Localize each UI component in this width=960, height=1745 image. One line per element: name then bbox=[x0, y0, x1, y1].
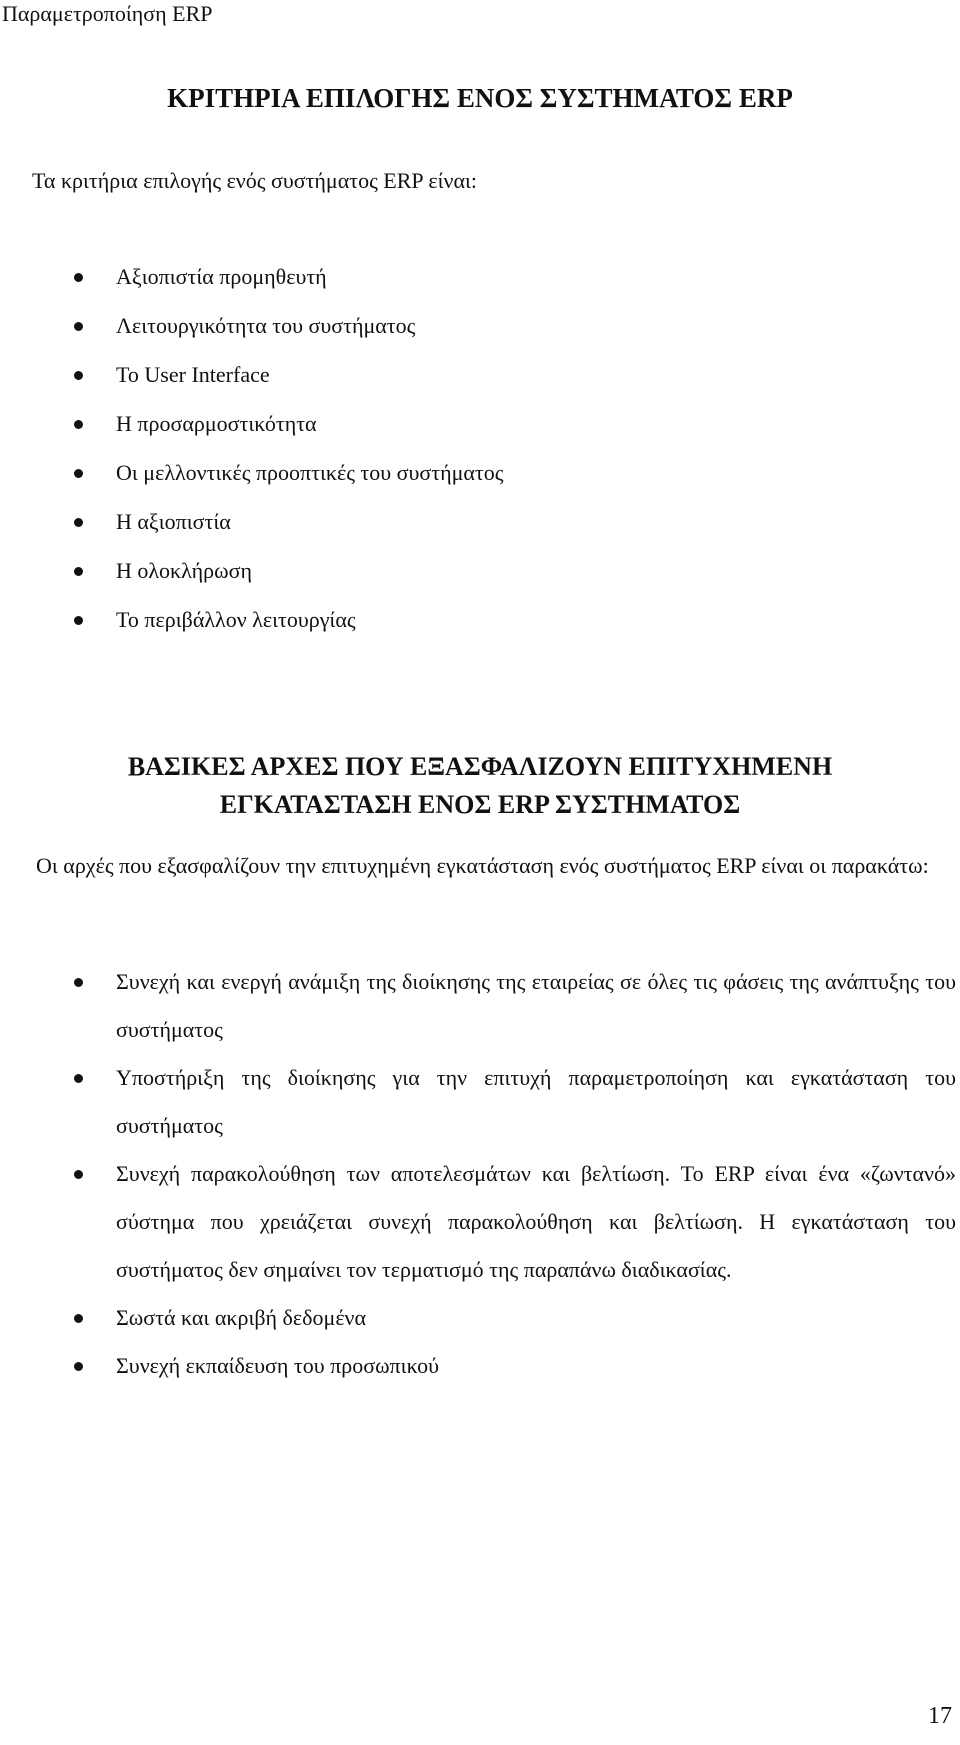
list-item bbox=[74, 262, 874, 311]
bullet-icon bbox=[74, 616, 83, 625]
list-item bbox=[74, 556, 874, 605]
list-item bbox=[74, 958, 956, 1054]
list-item-text: Το περιβάλλον λειτουργίας bbox=[116, 607, 356, 632]
bullet-icon bbox=[74, 978, 83, 987]
list-item-text: Λειτουργικότητα του συστήματος bbox=[116, 313, 416, 338]
bullet-icon bbox=[74, 273, 83, 282]
section-title-selection-criteria: ΚΡΙΤΗΡΙΑ ΕΠΙΛΟΓΗΣ ΕΝΟΣ ΣΥΣΤΗΜΑΤΟΣ ERP bbox=[167, 83, 793, 113]
list-item bbox=[74, 605, 874, 654]
list-item bbox=[74, 458, 874, 507]
list-item-text: Η ολοκλήρωση bbox=[116, 558, 252, 583]
list-item-text: Υποστήριξη της διοίκησης για την επιτυχή παραμετροποίηση και εγκατάσταση του συστήματος bbox=[116, 1065, 956, 1138]
list-item bbox=[74, 1294, 956, 1342]
list-item bbox=[74, 1150, 956, 1294]
basic-principles-intro: Οι αρχές που εξασφαλίζουν την επιτυχημένη εγκατάσταση ενός συστήματος ERP είναι οι παρακάτω: bbox=[36, 853, 929, 878]
list-item-text: Συνεχή και ενεργή ανάμιξη της διοίκησης της εταιρείας σε όλες τις φάσεις της ανάπτυξης του συστήματος bbox=[116, 969, 956, 1042]
list-item-text: Συνεχή παρακολούθηση των αποτελεσμάτων και βελτίωση. Το ERP είναι ένα «ζωντανό» σύστημα που χρειάζεται συνεχή παρακολούθηση και βελτίωση. Η εγκατάσταση του συστήματος δεν σημαίνει τον τερματισμό της παραπάνω διαδικασίας. bbox=[116, 1161, 956, 1282]
list-item-text: Σωστά και ακριβή δεδομένα bbox=[116, 1305, 367, 1330]
bullet-icon bbox=[74, 420, 83, 429]
list-item bbox=[74, 1342, 956, 1390]
selection-criteria-list bbox=[74, 262, 874, 654]
bullet-icon bbox=[74, 371, 83, 380]
bullet-icon bbox=[74, 1170, 83, 1179]
list-item bbox=[74, 409, 874, 458]
list-item bbox=[74, 1054, 956, 1150]
list-item-text: Η προσαρμοστικότητα bbox=[116, 411, 317, 436]
bullet-icon bbox=[74, 469, 83, 478]
list-item-text: Συνεχή εκπαίδευση του προσωπικού bbox=[116, 1353, 440, 1378]
running-header: Παραμετροποίηση ERP bbox=[2, 1, 213, 26]
list-item-text: Η αξιοπιστία bbox=[116, 509, 231, 534]
basic-principles-list bbox=[74, 958, 956, 1390]
list-item bbox=[74, 311, 874, 360]
list-item bbox=[74, 360, 874, 409]
page-number: 17 bbox=[928, 1703, 952, 1729]
bullet-icon bbox=[74, 1362, 83, 1371]
section-title-basic-principles: ΒΑΣΙΚΕΣ ΑΡΧΕΣ ΠΟΥ ΕΞΑΣΦΑΛΙΖΟΥΝ ΕΠΙΤΥΧΗΜΕΝΗ ΕΓΚΑΤΑΣΤΑΣΗ ΕΝΟΣ ERP ΣΥΣΤΗΜΑΤΟΣ bbox=[127, 752, 833, 819]
list-item-text: Οι μελλοντικές προοπτικές του συστήματος bbox=[116, 460, 504, 485]
bullet-icon bbox=[74, 322, 83, 331]
selection-criteria-intro: Τα κριτήρια επιλογής ενός συστήματος ERP είναι: bbox=[32, 168, 477, 193]
bullet-icon bbox=[74, 1314, 83, 1323]
bullet-icon bbox=[74, 1074, 83, 1083]
list-item bbox=[74, 507, 874, 556]
bullet-icon bbox=[74, 518, 83, 527]
list-item-text: Αξιοπιστία προμηθευτή bbox=[116, 264, 327, 289]
bullet-icon bbox=[74, 567, 83, 576]
list-item-text: Το User Interface bbox=[116, 362, 270, 387]
